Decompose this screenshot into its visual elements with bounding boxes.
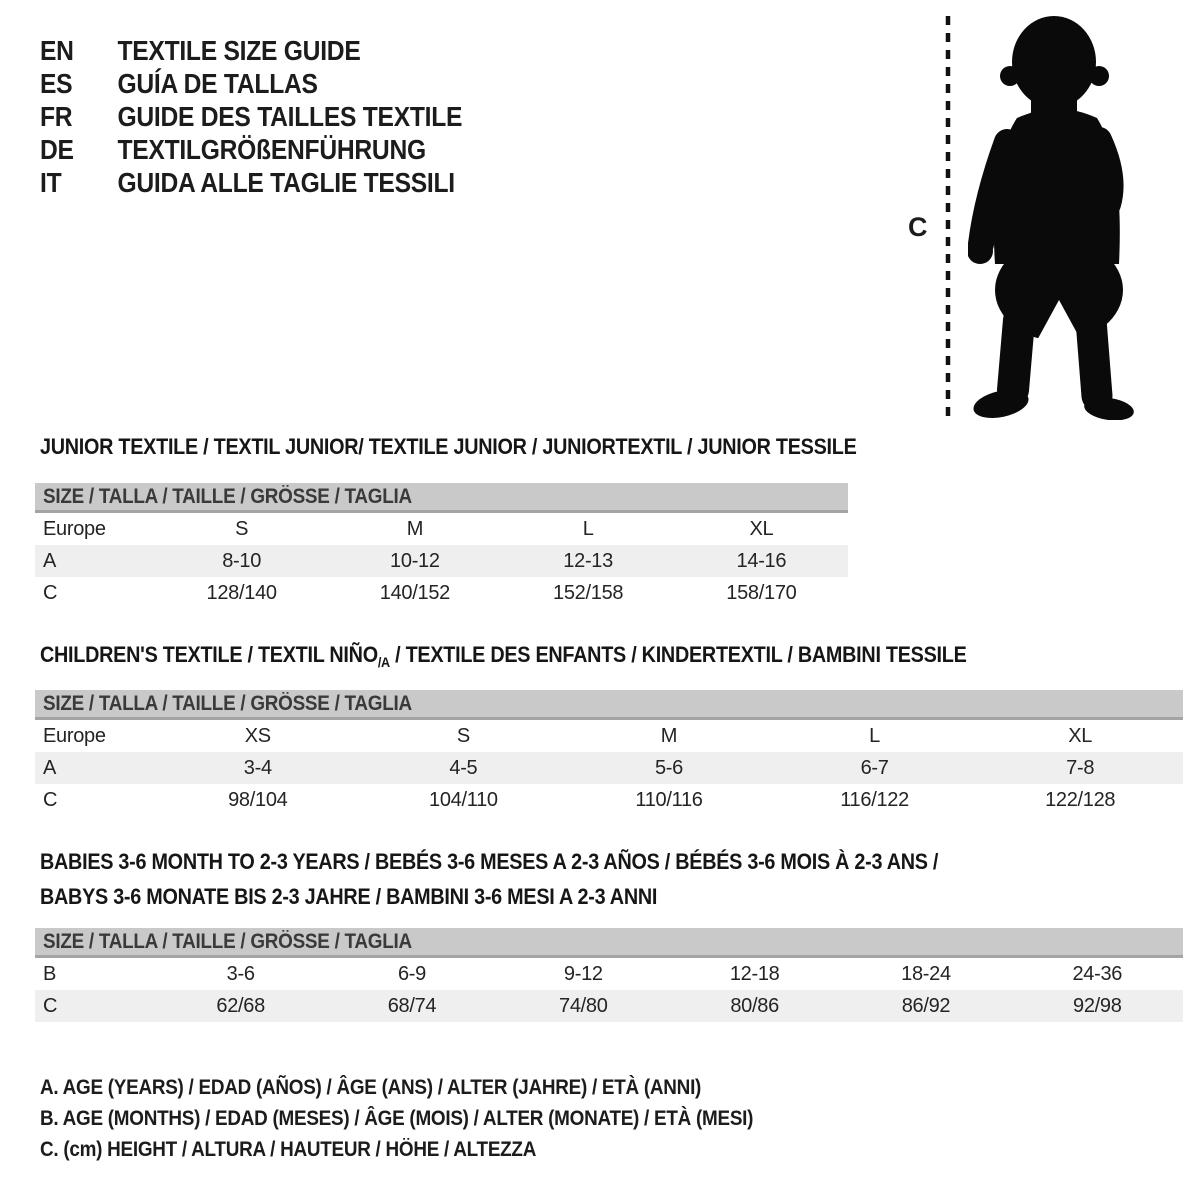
lang-label: TEXTILE SIZE GUIDE	[117, 35, 361, 66]
size-header-text: SIZE / TALLA / TAILLE / GRÖSSE / TAGLIA	[43, 692, 412, 715]
table-cell: 152/158	[553, 582, 624, 604]
table-row-age-years	[35, 752, 1183, 784]
table-row-age-years	[35, 545, 848, 577]
size-header-text: SIZE / TALLA / TAILLE / GRÖSSE / TAGLIA	[43, 930, 412, 953]
children-title-suffix: / TEXTILE DES ENFANTS / KINDERTEXTIL / BAMBINI TESSILE	[389, 642, 967, 667]
table-cell: 158/170	[726, 582, 797, 604]
table-cell: 110/116	[635, 789, 703, 811]
table-cell: 9-12	[563, 963, 603, 985]
table-cell: 12-13	[563, 550, 613, 572]
lang-row-en	[40, 34, 462, 67]
size-header-text: SIZE / TALLA / TAILLE / GRÖSSE / TAGLIA	[43, 485, 412, 508]
lang-label: GUIDA ALLE TAGLIE TESSILI	[117, 167, 455, 198]
legend-line-b: B. AGE (MONTHS) / EDAD (MESES) / ÂGE (MOIS) / ALTER (MONATE) / ETÀ (MESI)	[40, 1107, 754, 1130]
table-cell: XL	[1068, 725, 1093, 747]
table-cell: 3-4	[243, 757, 272, 779]
row-label: C	[43, 582, 58, 604]
table-cell: S	[456, 725, 470, 747]
table-cell: 18-24	[901, 963, 951, 985]
table-cell: 10-12	[390, 550, 440, 572]
babies-size-table	[35, 928, 1183, 1022]
lang-code: FR	[40, 101, 73, 132]
legend-line-a: A. AGE (YEARS) / EDAD (AÑOS) / ÂGE (ANS) / ALTER (JAHRE) / ETÀ (ANNI)	[40, 1076, 702, 1099]
table-cell: 80/86	[730, 995, 779, 1017]
row-label: C	[43, 995, 58, 1017]
table-row-height	[35, 577, 848, 609]
table-cell: 3-6	[226, 963, 255, 985]
table-cell: 74/80	[559, 995, 608, 1017]
lang-row-de	[40, 133, 462, 166]
height-dashed-line	[944, 16, 952, 416]
children-section-title	[40, 642, 967, 668]
table-cell: 116/122	[840, 789, 909, 811]
lang-label: GUÍA DE TALLAS	[117, 68, 318, 99]
table-cell: 86/92	[901, 995, 951, 1017]
lang-row-it	[40, 166, 462, 199]
babies-section-title-line1: BABIES 3-6 MONTH TO 2-3 YEARS / BEBÉS 3-6 MESES A 2-3 AÑOS / BÉBÉS 3-6 MOIS À 2-3 ANS /	[40, 849, 939, 874]
table-row-age-months	[35, 958, 1183, 990]
table-row-height	[35, 990, 1183, 1022]
table-cell: 98/104	[228, 789, 288, 811]
table-cell: 14-16	[736, 550, 787, 572]
lang-label: GUIDE DES TAILLES TEXTILE	[117, 101, 463, 132]
table-cell: XL	[749, 518, 774, 540]
table-row-height	[35, 784, 1183, 816]
children-title-sub: /A	[377, 654, 390, 670]
table-cell: 7-8	[1066, 757, 1095, 779]
table-cell: M	[660, 725, 678, 747]
table-row-europe	[35, 513, 848, 545]
size-header-bar	[35, 483, 848, 513]
row-label: A	[43, 757, 57, 779]
table-cell: 12-18	[729, 963, 780, 985]
children-size-table	[35, 690, 1183, 816]
table-cell: 140/152	[379, 582, 450, 604]
junior-size-table	[35, 483, 848, 609]
table-cell: 24-36	[1072, 963, 1123, 985]
table-cell: 68/74	[387, 995, 437, 1017]
children-title-prefix: CHILDREN'S TEXTILE / TEXTIL NIÑO	[40, 642, 378, 667]
language-title-list	[40, 34, 520, 199]
row-label: Europe	[43, 725, 106, 747]
table-cell: 62/68	[216, 995, 265, 1017]
legend-block	[40, 1072, 832, 1165]
table-cell: XS	[244, 725, 271, 747]
toddler-silhouette-image	[968, 12, 1140, 420]
table-cell: 122/128	[1045, 789, 1116, 811]
row-label: C	[43, 789, 58, 811]
table-cell: S	[235, 518, 249, 540]
legend-line-c: C. (cm) HEIGHT / ALTURA / HAUTEUR / HÖHE / ALTEZZA	[40, 1138, 537, 1161]
table-cell: 8-10	[222, 550, 262, 572]
lang-code: EN	[40, 35, 74, 66]
table-cell: 128/140	[206, 582, 277, 604]
table-row-europe	[35, 720, 1183, 752]
babies-section-title-line2: BABYS 3-6 MONATE BIS 2-3 JAHRE / BAMBINI 3-6 MESI A 2-3 ANNI	[40, 884, 658, 909]
table-cell: 104/110	[429, 789, 498, 811]
lang-code: ES	[40, 68, 73, 99]
row-label: B	[43, 963, 57, 985]
table-cell: 6-9	[397, 963, 426, 985]
lang-code: IT	[40, 167, 62, 198]
table-cell: 6-7	[860, 757, 889, 779]
lang-code: DE	[40, 134, 74, 165]
junior-section-title: JUNIOR TEXTILE / TEXTIL JUNIOR/ TEXTILE JUNIOR / JUNIORTEXTIL / JUNIOR TESSILE	[40, 434, 857, 459]
size-header-bar	[35, 928, 1183, 958]
table-cell: L	[582, 518, 594, 540]
table-cell: 92/98	[1073, 995, 1122, 1017]
height-measure-label: C	[908, 212, 928, 242]
lang-row-es	[40, 67, 462, 100]
lang-label: TEXTILGRÖßENFÜHRUNG	[117, 134, 426, 165]
table-cell: 5-6	[654, 757, 683, 779]
size-header-bar	[35, 690, 1183, 720]
row-label: A	[43, 550, 57, 572]
row-label: Europe	[43, 518, 106, 540]
table-cell: L	[869, 725, 880, 747]
table-cell: 4-5	[449, 757, 478, 779]
table-cell: M	[406, 518, 424, 540]
lang-row-fr	[40, 100, 462, 133]
